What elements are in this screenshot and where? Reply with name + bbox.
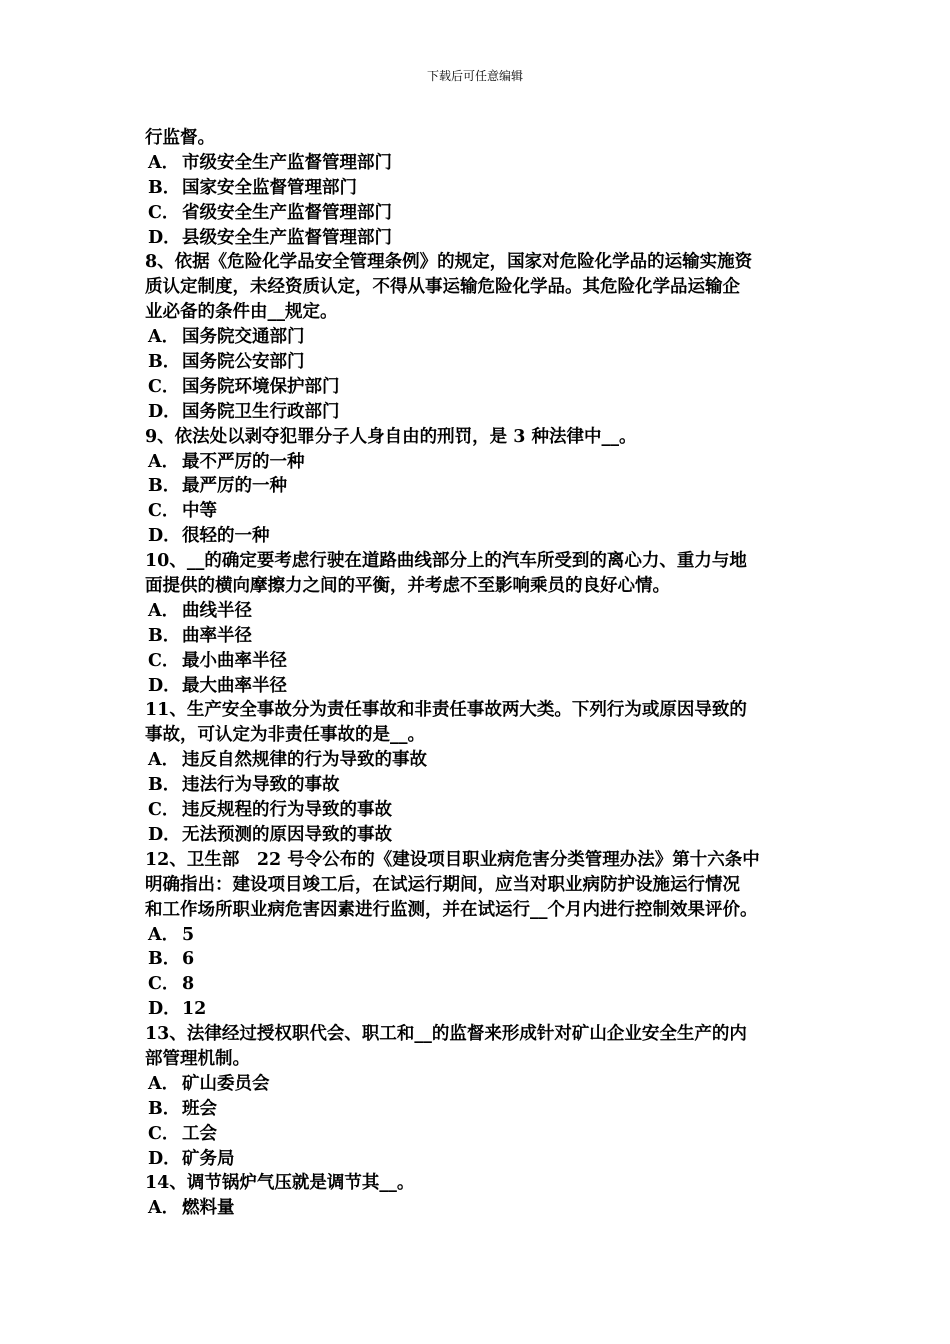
question-text-line: 12、卫生部 22 号令公布的《建设项目职业病危害分类管理办法》第十六条中 [145,849,760,870]
option-letter: D． [148,675,181,696]
answer-option [145,599,810,624]
question-text-line: 14、调节锅炉气压就是调节其__。 [145,1173,415,1194]
question-text-line: 和工作场所职业病危害因素进行监测，并在试运行__个月内进行控制效果评价。 [145,899,758,920]
answer-option [145,176,810,201]
question-text-line: 13、法律经过授权职代会、职工和__的监督来形成针对矿山企业安全生产的内 [145,1024,747,1045]
option-text: 很轻的一种 [182,526,270,547]
option-letter: A． [148,327,180,348]
answer-option [145,201,810,226]
option-text: 12 [182,999,207,1020]
option-text: 县级安全生产监督管理部门 [182,227,392,248]
question-text-line: 业必备的条件由__规定。 [145,302,338,323]
answer-option [145,798,810,823]
option-text: 最大曲率半径 [182,675,287,696]
option-text: 国务院公安部门 [182,352,305,373]
answer-option [145,226,810,251]
question-text-line: 11、生产安全事故分为责任事故和非责任事故两大类。下列行为或原因导致的 [145,700,747,721]
question-text-line: 行监督。 [145,128,215,148]
option-text: 最小曲率半径 [182,650,287,671]
option-letter: A． [148,750,180,771]
option-letter: C． [148,1123,180,1144]
option-text: 最不严厉的一种 [182,451,305,472]
option-letter: C． [148,974,180,995]
option-letter: B． [148,625,181,646]
answer-option [145,748,810,773]
option-letter: D． [148,401,181,422]
option-letter: D． [148,227,181,248]
option-letter: B． [148,775,181,796]
answer-option [145,474,810,499]
page-content [145,126,810,1221]
answer-option [145,400,810,425]
option-text: 曲线半径 [182,600,252,621]
answer-option [145,972,810,997]
option-text: 班会 [182,1098,217,1119]
option-text: 燃料量 [182,1198,235,1219]
option-text: 违反规程的行为导致的事故 [182,800,392,821]
option-letter: A． [148,600,180,621]
question-text-line: 9、依法处以剥夺犯罪分子人身自由的刑罚，是 3 种法律中__。 [145,426,637,447]
option-text: 违法行为导致的事故 [182,775,340,796]
option-text: 违反自然规律的行为导致的事故 [182,750,427,771]
question-text-line: 10、__的确定要考虑行驶在道路曲线部分上的汽车所受到的离心力、重力与地 [145,551,747,572]
option-text: 国务院交通部门 [182,327,305,348]
option-letter: D． [148,1148,181,1169]
option-letter: C． [148,650,180,671]
answer-option [145,151,810,176]
answer-option [145,1196,810,1221]
option-text: 无法预测的原因导致的事故 [182,824,392,845]
option-letter: C． [148,202,180,223]
question-text-line: 质认定制度，未经资质认定，不得从事运输危险化学品。其危险化学品运输企 [145,277,740,298]
answer-option [145,947,810,972]
option-letter: B． [148,1098,181,1119]
option-text: 省级安全生产监督管理部门 [182,202,392,223]
option-letter: B． [148,177,181,198]
option-letter: A． [148,1073,180,1094]
answer-option [145,1097,810,1122]
answer-option [145,773,810,798]
option-letter: B． [148,352,181,373]
page-header: 下载后可任意编辑 [426,69,523,83]
option-text: 8 [182,974,195,995]
option-text: 曲率半径 [182,625,252,646]
answer-option [145,923,810,948]
question-text-line: 明确指出：建设项目竣工后，在试运行期间，应当对职业病防护设施运行情况 [145,874,740,895]
option-letter: A． [148,152,180,173]
option-text: 6 [182,949,195,970]
option-text: 国务院环境保护部门 [182,376,340,397]
option-letter: D． [148,999,181,1020]
option-text: 工会 [182,1123,217,1144]
question-text-line: 面提供的横向摩擦力之间的平衡，并考虑不至影响乘员的良好心情。 [145,576,670,597]
option-letter: B． [148,476,181,497]
answer-option [145,674,810,699]
option-letter: D． [148,824,181,845]
answer-option [145,1072,810,1097]
option-text: 矿山委员会 [182,1073,270,1094]
option-letter: A． [148,451,180,472]
answer-option [145,1122,810,1147]
option-letter: C． [148,800,180,821]
answer-option [145,649,810,674]
option-letter: B． [148,949,181,970]
option-text: 中等 [182,501,217,522]
option-letter: C． [148,501,180,522]
option-letter: D． [148,526,181,547]
option-text: 国务院卫生行政部门 [182,401,340,422]
answer-option [145,823,810,848]
answer-option [145,350,810,375]
option-text: 最严厉的一种 [182,476,287,497]
option-text: 国家安全监督管理部门 [182,177,357,198]
question-text-line: 部管理机制。 [145,1048,250,1069]
answer-option [145,624,810,649]
option-letter: A． [148,924,180,945]
answer-option [145,1147,810,1172]
answer-option [145,325,810,350]
answer-option [145,499,810,524]
option-text: 市级安全生产监督管理部门 [182,152,392,173]
answer-option [145,997,810,1022]
option-letter: C． [148,376,180,397]
answer-option [145,375,810,400]
question-text-line: 事故，可认定为非责任事故的是__。 [145,725,425,746]
option-text: 5 [182,924,195,945]
answer-option [145,450,810,475]
question-text-line: 8、依据《危险化学品安全管理条例》的规定，国家对危险化学品的运输实施资 [145,252,753,273]
option-letter: A． [148,1198,180,1219]
option-text: 矿务局 [182,1148,235,1169]
answer-option [145,524,810,549]
